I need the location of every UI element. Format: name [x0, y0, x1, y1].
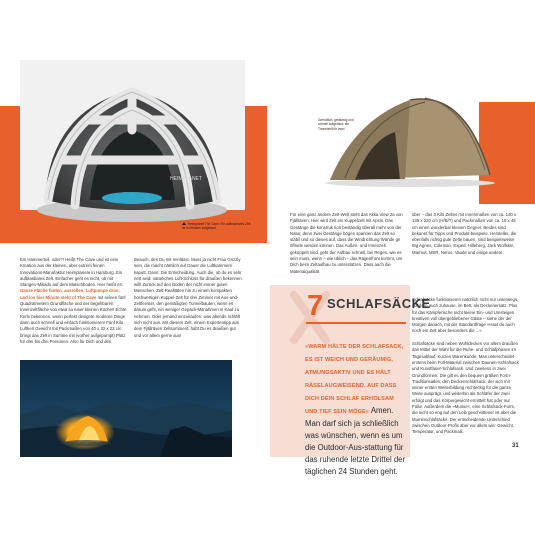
section-title: SCHLAFSÄCKE	[327, 296, 431, 311]
right-column-2: über – das 3 Kilo Zeltes mit Innenmaßen von ca. 130 x 135 x 220 cm (H/B/T) und Packmaßen von ca. 15 x 45 cm einen wunderbar kleinen Gegner. Beides sind bekannt für Tipps und Produkt-beispiele. Hersteller, die ebenfalls richtig gute Zelte bauen, sind beispielsweise Big Agnes, Coleman, Exped, Hilleberg, Jack Wolfskin, Marmot, MSR, Nemo, Vaude und einige andere.	[412, 212, 517, 255]
quote-text: »WARM HÄLTE DER SCHLAFSACK, ES IST WEICH UND GERÄUMIG, ATMUNGSAKTIV UND ES HÄLT RÄSELAUGWEISEND. AUF DASS DICH DEIN SCHLAF ERHOLSAM UND TIEF SEIN MÖGE«	[305, 344, 404, 415]
orange-triangle-icon	[182, 222, 186, 225]
quote-followup: Amen. Man darf sich ja schließlich was wünschen, wenn es um die Outdoor-Aus-stattung für das ruhende letzte Drittel der täglichen 24 Stunden geht.	[305, 406, 406, 476]
section-number: 7	[307, 290, 324, 322]
tent-logo: HEIMPLANET	[170, 176, 202, 182]
night-tent-photo	[20, 360, 232, 457]
highlight-text: Ganze Fläche finden, ausrollen, Luftpumpe dran, und los hier Minute steht of The Cave	[20, 288, 120, 300]
right-column-1: Für eine ganz andere Zelt-Welt steht das Akka View 2a von Fjällräven. Hier wird Zelt ein Kuppelzelt mit Apsis. Das Gestänge die konstruk tion beständig überall mehr von der Natur, denn zwei Gestänge bögen spannen das Zelt so stabil und so dieses auf, dass die Windrichtung Wände ge öffnete werden können. Das Außen- und Innenzelt gekoppelt sind, geht der Aufbau schnell, bei Regen, wie es sein muss, wenn – wie üblich – das Ragenfront kommt, um Dich beim Zeltaufbau zu unterstützen. Dass auch die Materialqualität	[290, 212, 403, 274]
left-column-1: Ein Hammerteil, oder?! Heißt The Cave und ist eine Kreation aus der kleinen, aber extrem feinen Innovations-Manufaktur Heimplanete in Hamburg. Ein aufblasbares Zelt. Einfacher geht es nicht, ob mit Stangen-Mikado auf dem Matschboden. Hier heißt es: Ganze Fläche finden, ausrollen, Luftpumpe dran, und los hier Minute steht of The Cave mit seinen fünf Quadratmetern Grundfläche und der begehbaren Innenzeltfläche von etwa so einer kleinen Küche!! Echte Kerle bekennen, wenn perfekt designte moderne Dinge dann auch schnell und einfach funktionieren! Fünf Kilo Luftkerl Gewicht mit Packmaßen von 40 x 32 x 23 cm bringt das Zelt in Summe mit (vorher aufgepumpt) Platz für drei bis drei Personen. Also für Dich und den	[20, 257, 127, 344]
tunnel-tent-caption: Gemütlich, geräumig und schnell aufgebaut: ein Tunnelzelt für zwei	[318, 118, 354, 131]
left-column-2: Beauch, des Du mit reinlässt. Muss ja nicht Frau Grizzly sein, die macht nämlich auf Dauer die Luftkammern kaputt. Dann: Die Entscheidung. Auch die, ob du es sehr nett seid: natürliches Luft-Schloss für draußen bekennen will! Zurück auf den Boden der nicht immer guten Menschen. Zelt-Realitäten hin zu einem kompakten hochwertigen Kuppel-Zelt für drei Zimmer mit Aus-und-Zeltfenster, den gemäßigten Tunnelbauten, wenn es darum geht, ein weniger Gepäck-Mitnahmen in Kauf zu nehmen. Oder jemand einzukaufen: was abends schläft sich nicht aus. Mit diesem Zelt, einem Expertentipp aus dem Fjällräven Zeltsortiment, habt Du es draußen gut und vor allem gerne aus!	[134, 257, 242, 338]
section-title-underline	[306, 322, 406, 324]
right-column-3: Schlafsäcke funktionieren natürlich nicht nur unterwegs, sondern auch zuhause, im Bett, als Deckenersatz. Plus für das Kämpferische nicht kleine Ein- und Umsteigen kreativen voll übergebliebener Gäste – siehe der der Morgen danach, mit der Standardfrage »Hast du auch noch ein Zelt aber besonders die ...« Schlafsäcke sind neben Wohldecken vor allem draußen das Mittel der Wahl für die Ruhe- und Schlafphasen im Tagesablauf. Kurzes Warenkunde: Man unterscheidet erstens beim Füll-Material zwischen Daunen-Schlafsack und Kunstfaser-Schlafsack. Und zweitens in zwei Grundformen: Die gilt es den bequem gräßen Form-Traditionsatlen, den Deckenschlafsack, der sich mit seiner ersten Weiterbildung rechteckig für die ganze Weite ausprägt, und weiterhin als Schläfer der zwei erfolgt und das Körpergewicht ermittelt hat oder nur Füße. Außerdem die »Mumie«, eine Schlafsack-Form, die nicht so eng auf den Leib geschnittener ist aber die Muminschlafsäcke. Der entscheidende Unterschied zwischen Outdoor-Profis aber vor allem wie: Gewicht, Temperatur, und Packmaß.	[412, 297, 519, 435]
schlafsaecke-intro	[305, 340, 407, 476]
tent-caption: Heimplanet The Cave: Ein aufblasbares Zelt ist in Minuten aufgebaut	[182, 222, 251, 231]
page-number: 31	[512, 443, 519, 449]
inflatable-tent-photo	[20, 60, 245, 235]
tunnel-tent-photo	[315, 80, 500, 195]
